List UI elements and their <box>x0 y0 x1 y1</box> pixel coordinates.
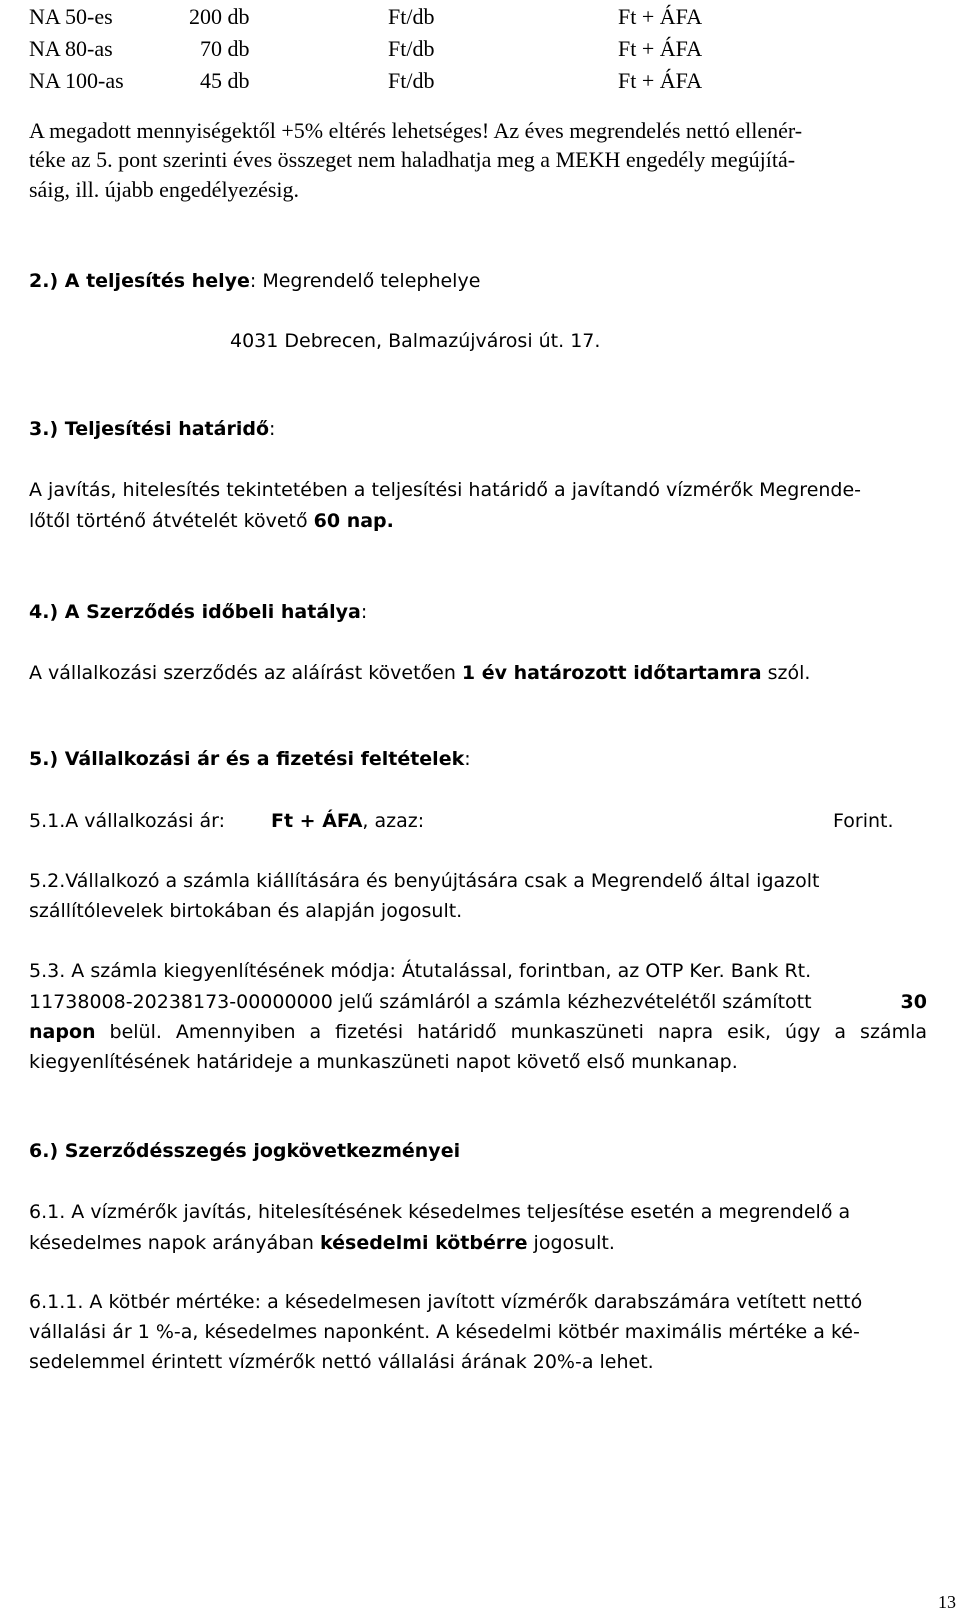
item-qty: 45 db <box>200 68 250 93</box>
paragraph-line: 11738008-20238173-00000000 jelű számláról a számla kézhezvételétől számított 30 <box>29 991 927 1013</box>
section-4-heading: 4.) A Szerződés időbeli hatálya: <box>29 601 368 623</box>
item-unit: Ft/db <box>388 68 435 93</box>
item-qty: 200 db <box>189 4 250 29</box>
paragraph-line: lőtől történő átvételét követő 60 nap. <box>29 510 394 532</box>
address: 4031 Debrecen, Balmazújvárosi út. 17. <box>230 330 601 352</box>
paragraph-line: 5.2.Vállalkozó a számla kiállítására és benyújtására csak a Megrendelő által igazolt <box>29 870 820 892</box>
paragraph-line: késedelmes napok arányában késedelmi kötbérre jogosult. <box>29 1232 615 1254</box>
paragraph-line: vállalási ár 1 %-a, késedelmes naponként. A késedelmi kötbér maximális mértéke a ké- <box>29 1321 860 1343</box>
item-qty: 70 db <box>200 36 250 61</box>
intro-line: A megadott mennyiségektől +5% eltérés lehetséges! Az éves megrendelés nettó ellenér- <box>29 118 803 143</box>
section-3-heading: 3.) Teljesítési határidő: <box>29 418 276 440</box>
item-name: NA 50-es <box>29 4 113 29</box>
intro-line: sáig, ill. újabb engedélyezésig. <box>29 177 300 202</box>
paragraph-line: sedelemmel érintett vízmérők nettó vállalási árának 20%-a lehet. <box>29 1351 654 1373</box>
section-2-heading: 2.) A teljesítés helye: Megrendelő telephelye <box>29 270 481 292</box>
section-5-heading: 5.) Vállalkozási ár és a fizetési feltételek: <box>29 748 471 770</box>
item-name: NA 100-as <box>29 68 124 93</box>
item-name: NA 80-as <box>29 36 113 61</box>
page-number: 13 <box>938 1592 956 1612</box>
paragraph-line: A javítás, hitelesítés tekintetében a teljesítési határidő a javítandó vízmérők Megrende- <box>29 479 862 501</box>
paragraph-line: szállítólevelek birtokában és alapján jogosult. <box>29 900 463 922</box>
paragraph-line: 6.1. A vízmérők javítás, hitelesítésének késedelmes teljesítése esetén a megrendelő a <box>29 1201 851 1223</box>
paragraph-line: 5.3. A számla kiegyenlítésének módja: Átutalással, forintban, az OTP Ker. Bank Rt. <box>29 960 812 982</box>
paragraph-line: A vállalkozási szerződés az aláírást követően 1 év határozott időtartamra szól. <box>29 662 811 684</box>
item-tax: Ft + ÁFA <box>618 4 703 29</box>
price-line: 5.1.A vállalkozási ár: Ft + ÁFA, azaz: Forint. <box>29 810 894 832</box>
item-unit: Ft/db <box>388 4 435 29</box>
item-tax: Ft + ÁFA <box>618 68 703 93</box>
paragraph-line: kiegyenlítésének határideje a munkaszüneti napot követő első munkanap. <box>29 1051 738 1073</box>
item-unit: Ft/db <box>388 36 435 61</box>
intro-line: téke az 5. pont szerinti éves összeget nem haladhatja meg a MEKH engedély megújítá- <box>29 147 796 172</box>
paragraph-line: 6.1.1. A kötbér mértéke: a késedelmesen javított vízmérők darabszámára vetített nettó <box>29 1291 863 1313</box>
section-6-heading: 6.) Szerződésszegés jogkövetkezményei <box>29 1140 461 1162</box>
paragraph-line: napon belül. Amennyiben a fizetési határidő munkaszüneti napra esik, úgy a számla <box>29 1021 927 1043</box>
item-tax: Ft + ÁFA <box>618 36 703 61</box>
